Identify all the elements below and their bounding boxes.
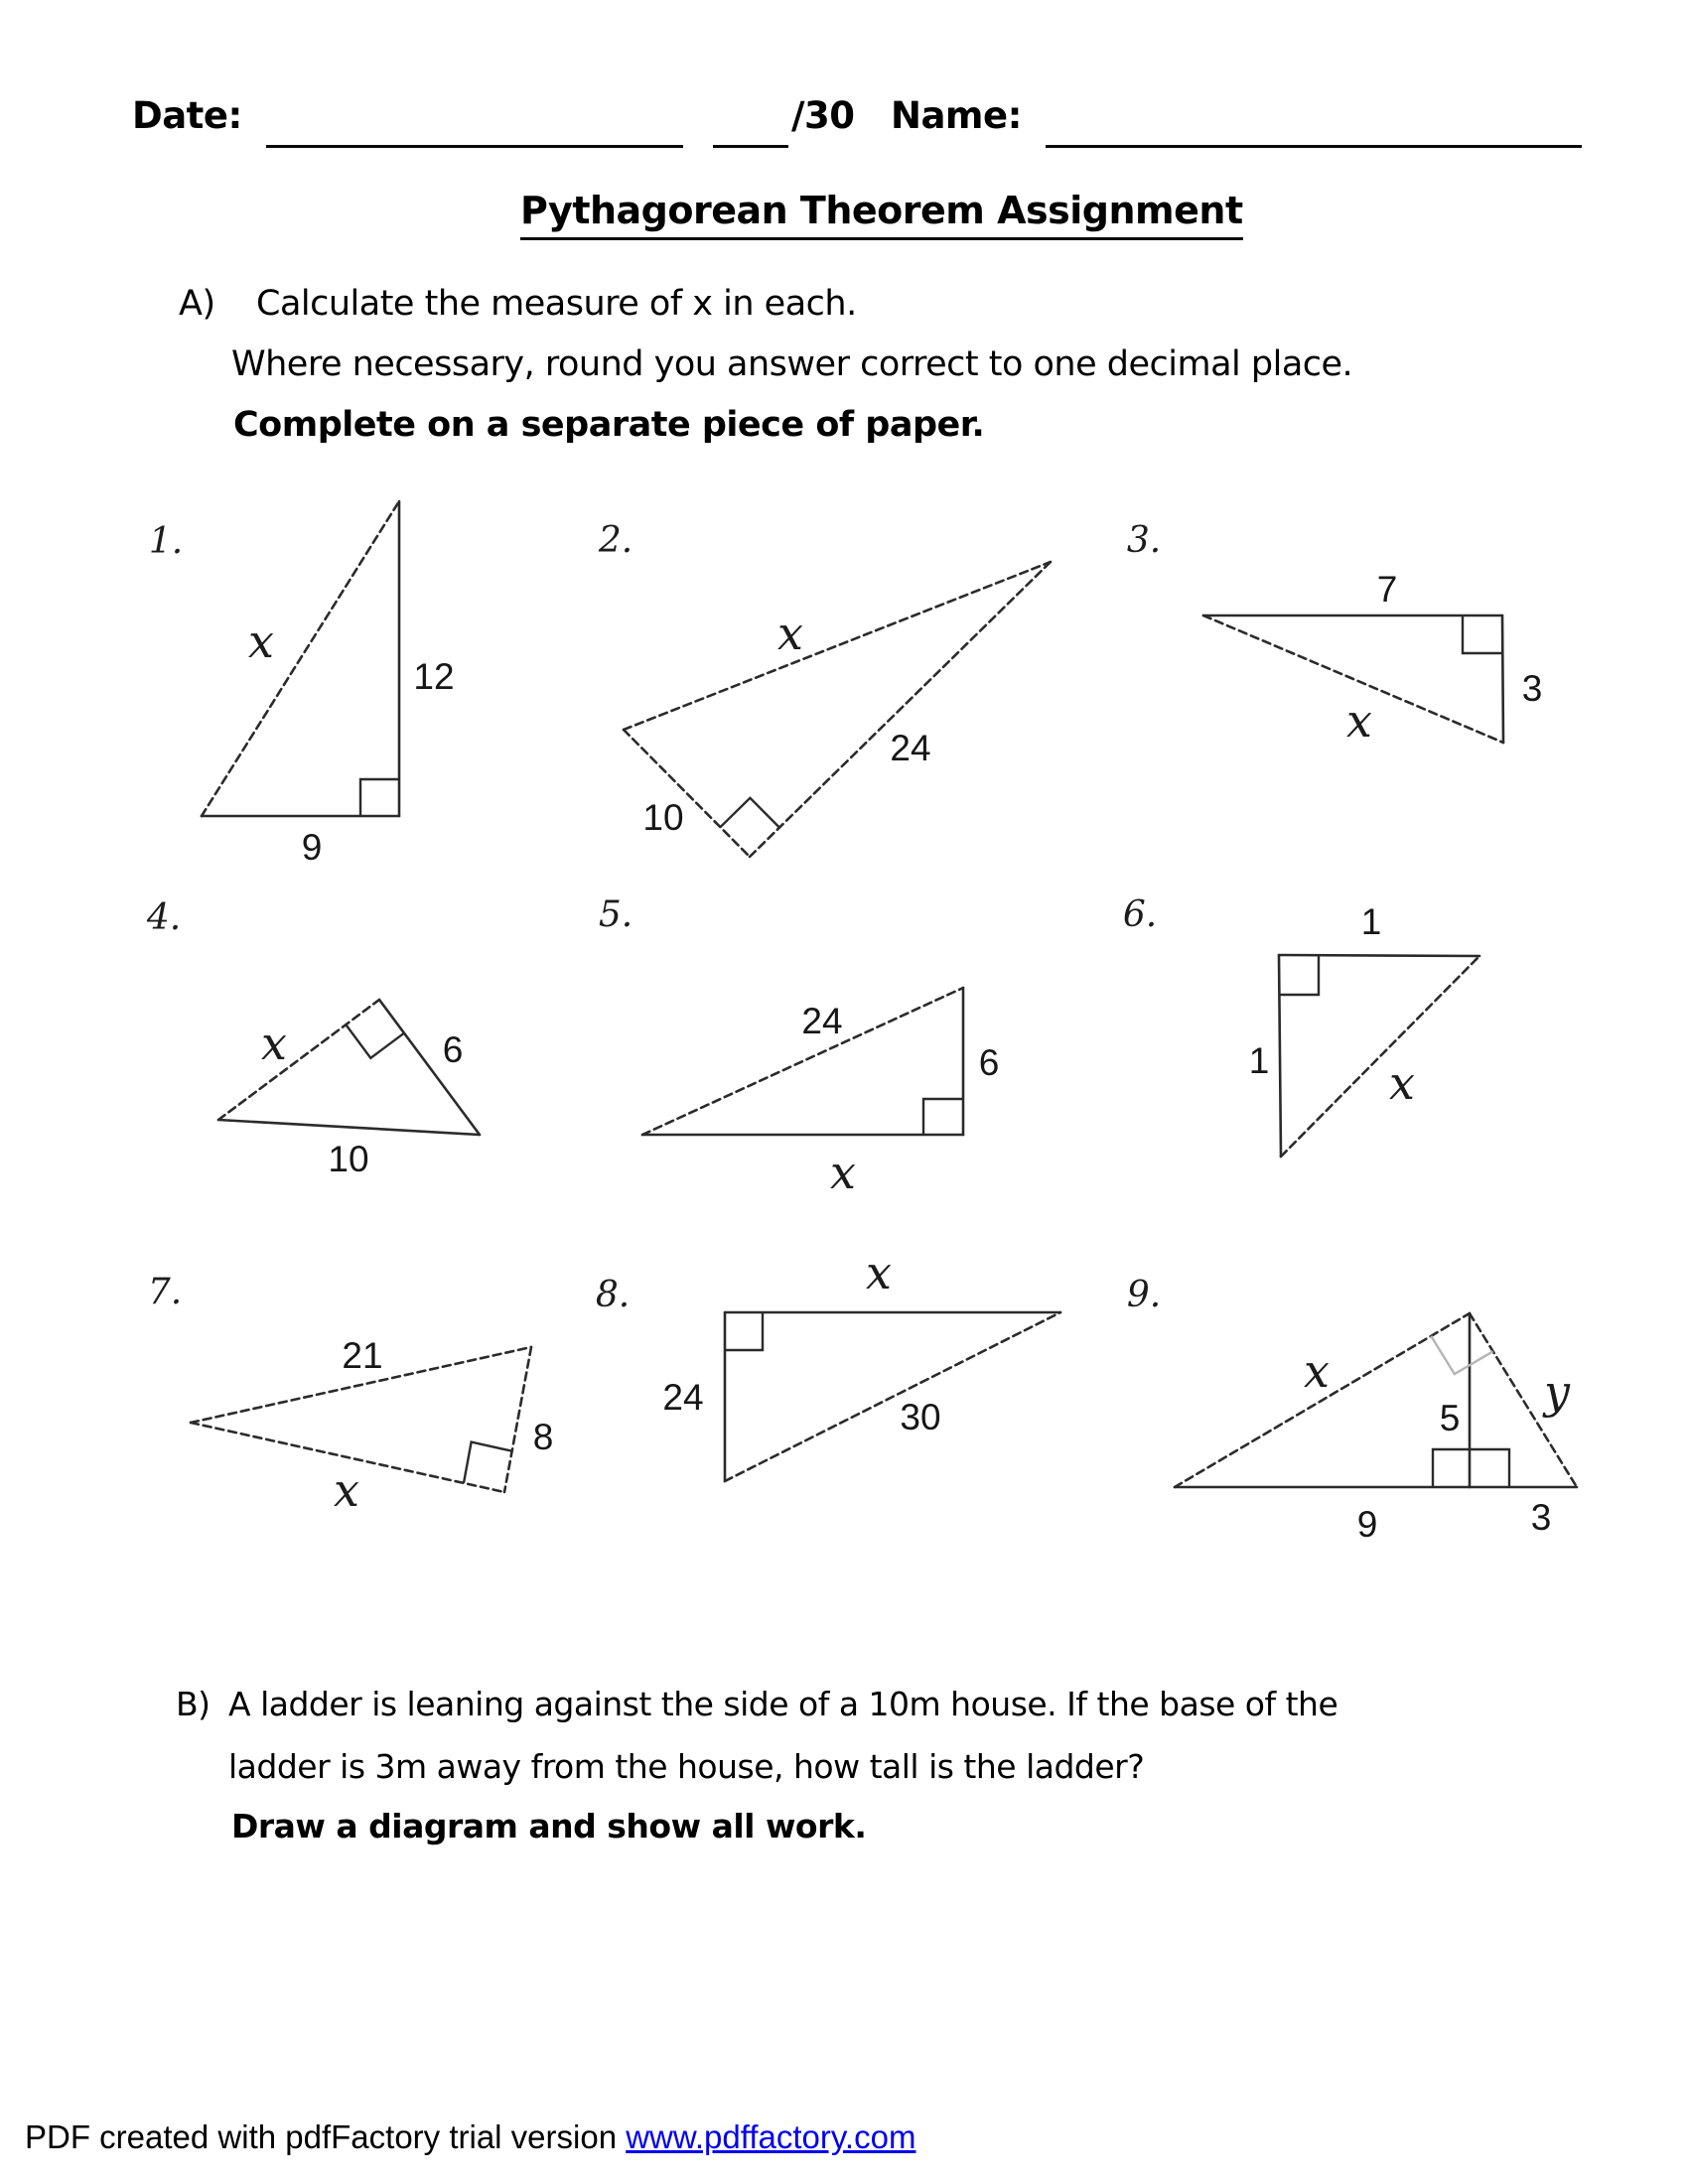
problem-8-label-left: 24 [662, 1377, 704, 1418]
section-b-line1: A ladder is leaning against the side of a 10m house. If the base of the [228, 1685, 1338, 1723]
problem-3 [1127, 520, 1542, 748]
score-label: /30 [791, 94, 855, 137]
problem-6 [1123, 894, 1479, 1157]
problem-2-number: 2. [598, 520, 633, 561]
problem-1-number: 1. [148, 521, 184, 562]
section-a-line1: Calculate the measure of x in each. [256, 284, 857, 324]
problem-7-number: 7. [147, 1272, 183, 1312]
section-a-prefix: A) [179, 284, 215, 324]
right-angle-mark [464, 1442, 512, 1483]
section-b-line2: ladder is 3m away from the house, how tall is the ladder? [228, 1747, 1145, 1786]
problem-4-number: 4. [146, 897, 182, 938]
problem-4-label-base: 10 [328, 1139, 369, 1179]
section-a-line3: Complete on a separate piece of paper. [233, 405, 985, 445]
problem-6-label-hypotenuse: x [1389, 1056, 1415, 1110]
problem-9-label-base-right: 3 [1530, 1497, 1552, 1538]
right-angle-mark [360, 779, 399, 816]
section-a-line2: Where necessary, round you answer correct to one decimal place. [231, 344, 1353, 384]
problem-4-label-right: 6 [442, 1029, 464, 1070]
footer-link[interactable]: www.pdffactory.com [626, 2118, 916, 2155]
section-b-prefix: B) [176, 1685, 211, 1723]
problem-4-label-left: x [261, 1017, 287, 1070]
name-label: Name: [891, 94, 1022, 137]
problem-4 [146, 897, 480, 1179]
right-angle-mark [346, 1024, 404, 1058]
problem-1 [149, 501, 455, 868]
problem-8 [596, 1246, 1060, 1481]
problem-5 [599, 894, 999, 1199]
altitude-foot-right-angle-mark [1433, 1449, 1509, 1487]
problem-3-label-top: 7 [1376, 569, 1398, 610]
footer [25, 2118, 915, 2156]
problem-5-label-base: x [830, 1146, 856, 1199]
problem-9-label-left-side: x [1304, 1344, 1330, 1398]
footer-text: PDF created with pdfFactory trial version [25, 2118, 627, 2155]
problem-2-label-right: 24 [890, 728, 931, 768]
problem-2-label-hypotenuse: x [777, 607, 803, 660]
problem-9-label-base-left: 9 [1356, 1504, 1378, 1545]
problem-7-label-hypotenuse: 21 [342, 1335, 383, 1376]
worksheet-title: Pythagorean Theorem Assignment [520, 190, 1243, 240]
problem-2 [598, 520, 1051, 857]
problem-7 [148, 1272, 553, 1517]
problem-6-number: 6. [1122, 894, 1158, 935]
right-angle-mark [725, 1312, 763, 1350]
apex-right-angle-mark [1431, 1336, 1492, 1374]
right-angle-mark [1279, 955, 1319, 995]
problem-9-number: 9. [1126, 1275, 1162, 1315]
problem-5-label-right: 6 [978, 1042, 1000, 1083]
problem-8-label-top: x [866, 1246, 892, 1299]
problem-6-label-top: 1 [1360, 901, 1382, 942]
problem-8-label-hypotenuse: 30 [900, 1397, 941, 1437]
problem-3-number: 3. [1126, 520, 1162, 561]
problem-8-number: 8. [595, 1275, 631, 1315]
right-angle-mark [923, 1099, 963, 1135]
problem-1-label-right: 12 [413, 656, 455, 697]
problem-5-label-hypotenuse: 24 [801, 1001, 843, 1041]
date-label: Date: [132, 94, 242, 137]
problem-1-label-hypotenuse: x [248, 614, 274, 668]
problem-5-number: 5. [598, 894, 633, 935]
problem-6-label-left: 1 [1248, 1040, 1270, 1081]
right-angle-mark [1463, 615, 1502, 653]
problem-3-label-right: 3 [1521, 668, 1543, 709]
right-angle-mark [720, 798, 779, 828]
problem-2-label-left: 10 [642, 797, 684, 838]
problem-9 [1127, 1275, 1577, 1545]
problem-7-label-right: 8 [532, 1417, 554, 1457]
problem-9-label-altitude: 5 [1439, 1398, 1461, 1438]
problem-9-label-right-side: y [1544, 1365, 1570, 1419]
problem-3-label-hypotenuse: x [1346, 694, 1372, 748]
problem-7-label-base: x [334, 1463, 359, 1517]
problem-1-label-base: 9 [301, 827, 323, 868]
section-b-line3: Draw a diagram and show all work. [231, 1807, 867, 1845]
